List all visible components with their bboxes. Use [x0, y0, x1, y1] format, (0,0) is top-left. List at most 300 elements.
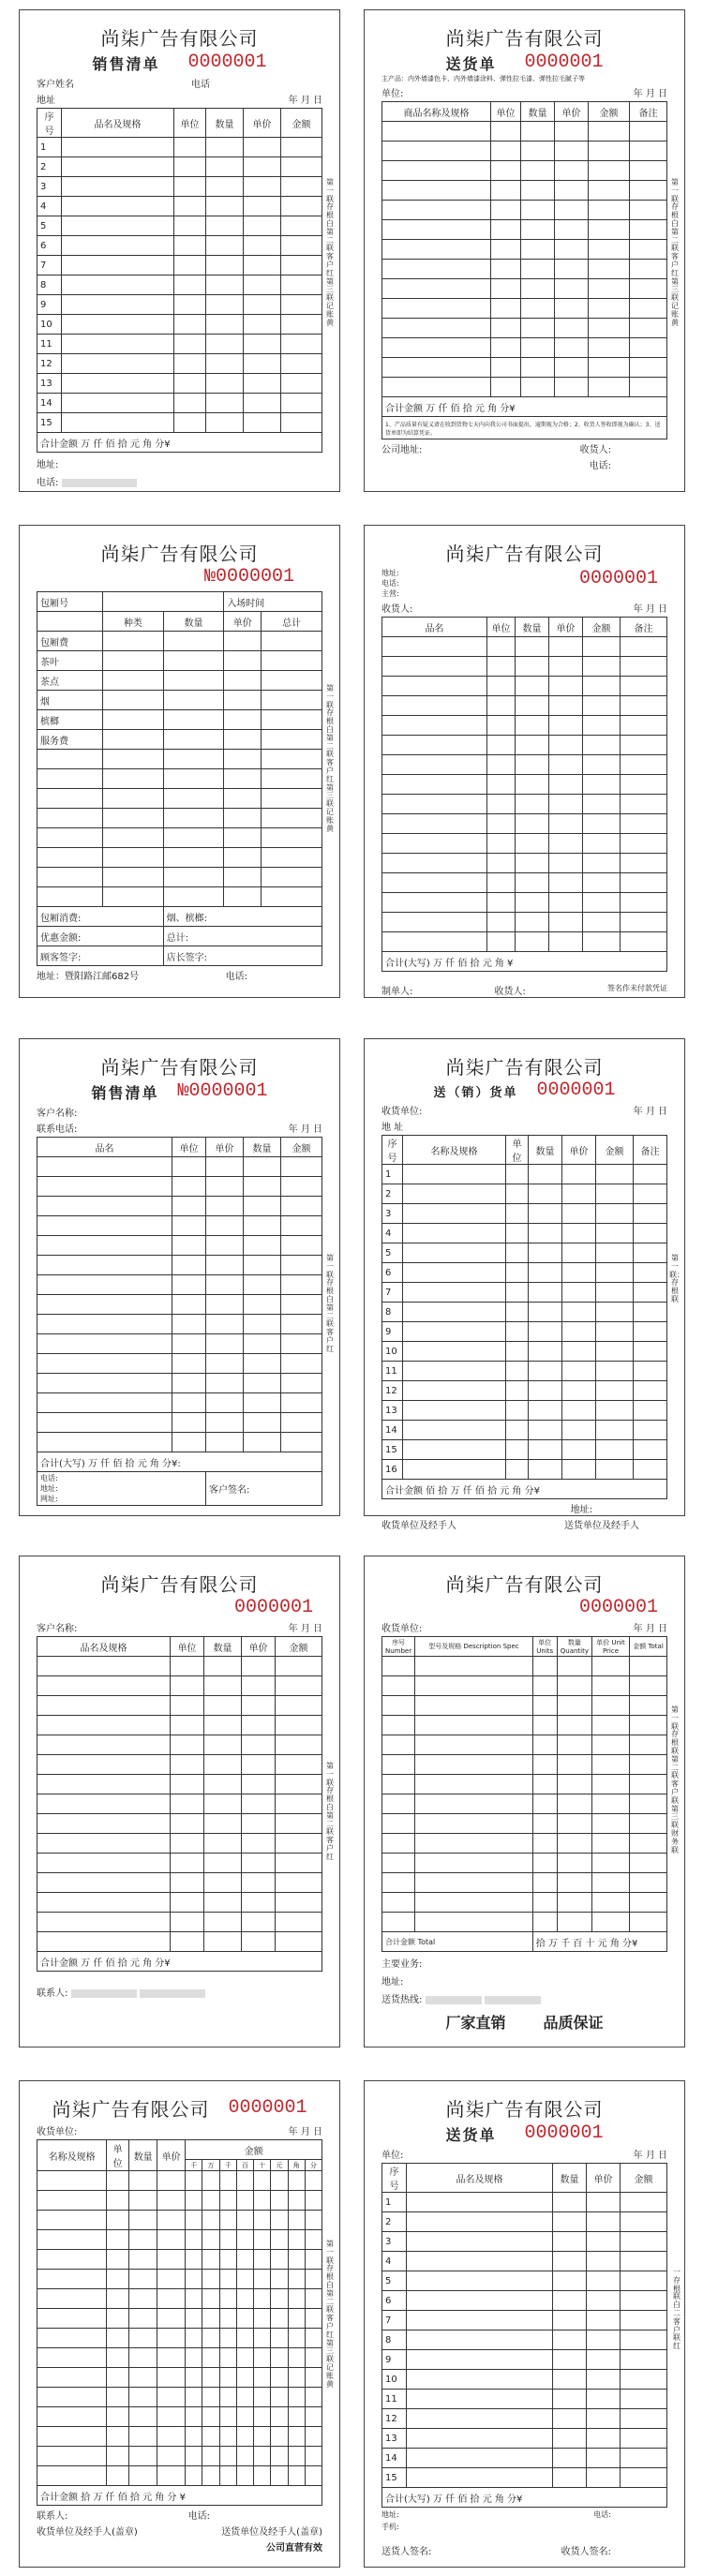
table-cell[interactable]: 7	[37, 256, 62, 275]
table-cell[interactable]	[186, 2329, 202, 2348]
table-cell[interactable]	[281, 1275, 322, 1295]
table-cell[interactable]	[254, 2427, 271, 2447]
table-cell[interactable]	[219, 2191, 236, 2211]
table-cell[interactable]	[206, 177, 244, 197]
table-cell[interactable]	[186, 2388, 202, 2407]
table-cell[interactable]	[202, 2447, 219, 2466]
table-cell[interactable]: 烟	[37, 691, 103, 710]
table-cell[interactable]	[589, 122, 630, 141]
table-cell[interactable]	[562, 1381, 596, 1401]
table-cell[interactable]	[506, 1322, 529, 1342]
table-cell[interactable]	[204, 1893, 242, 1913]
table-cell[interactable]	[487, 932, 516, 952]
table-cell[interactable]	[491, 122, 521, 141]
table-cell[interactable]	[621, 873, 667, 893]
table-cell[interactable]	[529, 1381, 562, 1401]
table-cell[interactable]	[281, 177, 322, 197]
table-cell[interactable]: 3	[37, 177, 62, 197]
table-cell[interactable]: 13	[37, 374, 62, 394]
table-cell[interactable]	[549, 716, 583, 736]
table-cell[interactable]: 6	[382, 1263, 403, 1283]
table-cell[interactable]	[174, 354, 206, 374]
table-cell[interactable]	[157, 2191, 186, 2211]
table-cell[interactable]	[37, 2329, 107, 2348]
table-cell[interactable]: 12	[382, 1381, 403, 1401]
table-cell[interactable]	[244, 1315, 281, 1334]
table-cell[interactable]	[224, 848, 262, 868]
table-cell[interactable]: 11	[382, 1362, 403, 1381]
table-cell[interactable]	[487, 814, 516, 834]
table-cell[interactable]	[506, 1421, 529, 1440]
table-cell[interactable]	[242, 1735, 276, 1755]
table-cell[interactable]	[254, 2250, 271, 2270]
table-cell[interactable]	[491, 220, 521, 240]
table-cell[interactable]	[202, 2309, 219, 2329]
table-cell[interactable]	[129, 2211, 157, 2230]
table-cell[interactable]	[305, 2171, 322, 2191]
table-cell[interactable]: 5	[382, 2271, 407, 2291]
table-cell[interactable]	[171, 1755, 204, 1775]
table-cell[interactable]	[288, 2407, 305, 2427]
table-cell[interactable]	[281, 138, 322, 157]
table-cell[interactable]	[37, 2289, 107, 2309]
table-cell[interactable]	[382, 1814, 415, 1834]
table-cell[interactable]	[37, 1216, 172, 1236]
table-cell[interactable]	[382, 299, 491, 319]
table-cell[interactable]	[549, 932, 583, 952]
table-cell[interactable]	[37, 750, 103, 769]
table-cell[interactable]	[382, 260, 491, 279]
table-cell[interactable]	[244, 413, 281, 433]
table-cell[interactable]	[634, 1263, 667, 1283]
table-cell[interactable]	[630, 1873, 667, 1893]
table-cell[interactable]	[129, 2407, 157, 2427]
table-cell[interactable]	[242, 1932, 276, 1952]
table-cell[interactable]	[244, 216, 281, 236]
table-cell[interactable]	[206, 1256, 244, 1275]
table-cell[interactable]	[532, 1834, 557, 1854]
table-cell[interactable]	[415, 1893, 533, 1913]
table-cell[interactable]	[589, 378, 630, 397]
table-cell[interactable]	[186, 2466, 202, 2486]
table-cell[interactable]	[37, 1854, 171, 1873]
table-cell[interactable]	[219, 2309, 236, 2329]
table-cell[interactable]	[62, 256, 174, 275]
table-cell[interactable]	[204, 1755, 242, 1775]
table-cell[interactable]	[244, 1393, 281, 1413]
table-cell[interactable]	[157, 2447, 186, 2466]
table-cell[interactable]	[521, 181, 555, 201]
table-cell[interactable]	[206, 1334, 244, 1354]
table-cell[interactable]	[206, 1197, 244, 1216]
table-cell[interactable]	[407, 2449, 553, 2468]
table-cell[interactable]	[382, 1794, 415, 1814]
table-cell[interactable]	[621, 2370, 667, 2390]
table-cell[interactable]	[206, 1216, 244, 1236]
table-cell[interactable]	[107, 2289, 129, 2309]
table-cell[interactable]	[288, 2348, 305, 2368]
table-cell[interactable]	[529, 1362, 562, 1381]
table-cell[interactable]	[157, 2171, 186, 2191]
table-cell[interactable]: 5	[37, 216, 62, 236]
table-cell[interactable]	[407, 2409, 553, 2429]
table-cell[interactable]	[288, 2230, 305, 2250]
table-cell[interactable]	[171, 1696, 204, 1716]
table-cell[interactable]	[553, 2212, 587, 2232]
table-cell[interactable]	[281, 1157, 322, 1177]
table-cell[interactable]	[276, 1657, 322, 1676]
table-cell[interactable]	[129, 2447, 157, 2466]
table-cell[interactable]	[107, 2466, 129, 2486]
table-cell[interactable]	[516, 873, 549, 893]
table-cell[interactable]	[281, 413, 322, 433]
table-cell[interactable]	[491, 240, 521, 260]
table-cell[interactable]: 1	[382, 1165, 403, 1184]
table-cell[interactable]	[407, 2232, 553, 2252]
table-cell[interactable]	[206, 216, 244, 236]
table-cell[interactable]	[382, 1913, 415, 1932]
table-cell[interactable]	[288, 2329, 305, 2348]
table-cell[interactable]	[157, 2289, 186, 2309]
table-cell[interactable]	[305, 2270, 322, 2289]
table-cell[interactable]	[621, 913, 667, 932]
table-cell[interactable]	[415, 1735, 533, 1755]
table-cell[interactable]	[382, 854, 487, 873]
table-cell[interactable]	[174, 197, 206, 216]
table-cell[interactable]	[382, 755, 487, 775]
table-cell[interactable]	[62, 197, 174, 216]
table-cell[interactable]	[403, 1204, 506, 1224]
table-cell[interactable]	[129, 2250, 157, 2270]
table-cell[interactable]	[37, 1393, 172, 1413]
table-cell[interactable]	[532, 1735, 557, 1755]
table-cell[interactable]	[592, 1854, 630, 1873]
table-cell[interactable]	[242, 1794, 276, 1814]
table-cell[interactable]	[163, 828, 224, 848]
table-cell[interactable]	[407, 2330, 553, 2350]
table-cell[interactable]	[506, 1362, 529, 1381]
table-cell[interactable]	[506, 1165, 529, 1184]
table-cell[interactable]	[415, 1716, 533, 1735]
table-cell[interactable]	[487, 755, 516, 775]
table-cell[interactable]	[382, 736, 487, 755]
table-cell[interactable]	[37, 1873, 171, 1893]
table-cell[interactable]	[621, 2350, 667, 2370]
table-cell[interactable]	[202, 2171, 219, 2191]
table-cell[interactable]	[62, 394, 174, 413]
table-cell[interactable]	[219, 2466, 236, 2486]
table-cell[interactable]	[553, 2232, 587, 2252]
table-cell[interactable]	[37, 1735, 171, 1755]
table-cell[interactable]	[305, 2289, 322, 2309]
table-cell[interactable]	[305, 2348, 322, 2368]
table-cell[interactable]	[592, 1873, 630, 1893]
table-cell[interactable]	[555, 122, 589, 141]
table-cell[interactable]	[634, 1243, 667, 1263]
table-cell[interactable]	[186, 2368, 202, 2388]
table-cell[interactable]	[254, 2171, 271, 2191]
table-cell[interactable]	[407, 2350, 553, 2370]
table-cell[interactable]	[37, 2348, 107, 2368]
table-cell[interactable]	[407, 2370, 553, 2390]
table-cell[interactable]	[553, 2468, 587, 2488]
table-cell[interactable]	[529, 1322, 562, 1342]
table-cell[interactable]	[415, 1657, 533, 1676]
table-cell[interactable]	[596, 1362, 634, 1381]
table-cell[interactable]	[630, 240, 667, 260]
table-cell[interactable]	[37, 1315, 172, 1334]
table-cell[interactable]	[630, 1834, 667, 1854]
table-cell[interactable]	[382, 913, 487, 932]
table-cell[interactable]	[557, 1755, 591, 1775]
table-cell[interactable]	[254, 2329, 271, 2348]
table-cell[interactable]	[172, 1374, 206, 1393]
table-cell[interactable]	[583, 893, 621, 913]
table-cell[interactable]	[529, 1165, 562, 1184]
table-cell[interactable]	[506, 1204, 529, 1224]
table-cell[interactable]: 7	[382, 2311, 407, 2330]
table-cell[interactable]	[276, 1932, 322, 1952]
table-cell[interactable]	[204, 1873, 242, 1893]
table-cell[interactable]	[491, 161, 521, 181]
table-cell[interactable]	[557, 1873, 591, 1893]
table-cell[interactable]: 12	[382, 2409, 407, 2429]
table-cell[interactable]	[254, 2388, 271, 2407]
table-cell[interactable]	[271, 2230, 288, 2250]
table-cell[interactable]	[62, 374, 174, 394]
table-cell[interactable]	[549, 893, 583, 913]
table-cell[interactable]	[583, 696, 621, 716]
table-cell[interactable]	[236, 2407, 253, 2427]
table-cell[interactable]	[62, 138, 174, 157]
table-cell[interactable]	[532, 1873, 557, 1893]
table-cell[interactable]	[382, 1893, 415, 1913]
table-cell[interactable]	[171, 1794, 204, 1814]
table-cell[interactable]	[288, 2447, 305, 2466]
table-cell[interactable]	[262, 868, 322, 887]
table-cell[interactable]	[621, 775, 667, 795]
table-cell[interactable]	[254, 2309, 271, 2329]
table-cell[interactable]	[186, 2309, 202, 2329]
table-cell[interactable]	[174, 236, 206, 256]
table-cell[interactable]	[516, 755, 549, 775]
table-cell[interactable]	[382, 1676, 415, 1696]
table-cell[interactable]	[403, 1362, 506, 1381]
table-cell[interactable]	[62, 236, 174, 256]
table-cell[interactable]	[506, 1303, 529, 1322]
table-cell[interactable]	[589, 201, 630, 220]
table-cell[interactable]	[62, 335, 174, 354]
table-cell[interactable]	[37, 2368, 107, 2388]
table-cell[interactable]	[254, 2368, 271, 2388]
table-cell[interactable]	[157, 2329, 186, 2348]
table-cell[interactable]	[529, 1283, 562, 1303]
table-cell[interactable]	[244, 1413, 281, 1433]
table-cell[interactable]	[621, 2291, 667, 2311]
table-cell[interactable]	[242, 1676, 276, 1696]
table-cell[interactable]	[254, 2407, 271, 2427]
table-cell[interactable]	[37, 2250, 107, 2270]
table-cell[interactable]	[288, 2250, 305, 2270]
table-cell[interactable]	[157, 2270, 186, 2289]
table-cell[interactable]	[506, 1401, 529, 1421]
table-cell[interactable]	[521, 122, 555, 141]
table-cell[interactable]	[529, 1342, 562, 1362]
table-cell[interactable]	[37, 809, 103, 828]
table-cell[interactable]	[415, 1814, 533, 1834]
table-cell[interactable]: 4	[382, 1224, 403, 1243]
table-cell[interactable]	[236, 2171, 253, 2191]
table-cell[interactable]	[219, 2329, 236, 2348]
table-cell[interactable]	[589, 220, 630, 240]
table-cell[interactable]	[562, 1243, 596, 1263]
table-cell[interactable]	[172, 1197, 206, 1216]
table-cell[interactable]	[236, 2250, 253, 2270]
table-cell[interactable]	[37, 1834, 171, 1854]
table-cell[interactable]	[587, 2193, 621, 2212]
table-cell[interactable]	[532, 1913, 557, 1932]
table-cell[interactable]	[244, 1236, 281, 1256]
table-cell[interactable]	[276, 1854, 322, 1873]
table-cell[interactable]	[562, 1362, 596, 1381]
table-cell[interactable]	[596, 1184, 634, 1204]
table-cell[interactable]	[171, 1932, 204, 1952]
table-cell[interactable]	[487, 834, 516, 854]
table-cell[interactable]	[555, 279, 589, 299]
table-cell[interactable]	[589, 319, 630, 338]
table-cell[interactable]	[163, 632, 224, 651]
table-cell[interactable]	[634, 1342, 667, 1362]
table-cell[interactable]	[262, 809, 322, 828]
table-cell[interactable]	[242, 1893, 276, 1913]
table-cell[interactable]	[163, 671, 224, 691]
table-cell[interactable]	[382, 319, 491, 338]
table-cell[interactable]	[281, 1413, 322, 1433]
table-cell[interactable]	[621, 795, 667, 814]
table-cell[interactable]	[224, 868, 262, 887]
table-cell[interactable]	[244, 374, 281, 394]
table-cell[interactable]	[589, 181, 630, 201]
table-cell[interactable]	[202, 2250, 219, 2270]
table-cell[interactable]	[621, 932, 667, 952]
table-cell[interactable]	[174, 275, 206, 295]
table-cell[interactable]	[562, 1342, 596, 1362]
table-cell[interactable]	[174, 413, 206, 433]
table-cell[interactable]	[630, 299, 667, 319]
table-cell[interactable]	[516, 637, 549, 657]
table-cell[interactable]	[244, 1197, 281, 1216]
table-cell[interactable]	[219, 2230, 236, 2250]
table-cell[interactable]	[172, 1275, 206, 1295]
table-cell[interactable]	[382, 932, 487, 952]
table-cell[interactable]	[553, 2370, 587, 2390]
table-cell[interactable]	[305, 2211, 322, 2230]
table-cell[interactable]	[557, 1775, 591, 1794]
table-cell[interactable]	[271, 2427, 288, 2447]
table-cell[interactable]	[186, 2250, 202, 2270]
table-cell[interactable]	[516, 932, 549, 952]
table-cell[interactable]	[271, 2309, 288, 2329]
table-cell[interactable]	[592, 1676, 630, 1696]
table-cell[interactable]	[236, 2368, 253, 2388]
table-cell[interactable]	[219, 2407, 236, 2427]
table-cell[interactable]	[621, 814, 667, 834]
table-cell[interactable]	[305, 2466, 322, 2486]
table-cell[interactable]	[262, 848, 322, 868]
table-cell[interactable]	[583, 913, 621, 932]
table-cell[interactable]	[555, 240, 589, 260]
table-cell[interactable]	[382, 1775, 415, 1794]
table-cell[interactable]	[403, 1440, 506, 1460]
table-cell[interactable]	[415, 1913, 533, 1932]
table-cell[interactable]	[37, 1794, 171, 1814]
table-cell[interactable]	[557, 1676, 591, 1696]
table-cell[interactable]	[281, 1177, 322, 1197]
table-cell[interactable]	[403, 1381, 506, 1401]
table-cell[interactable]	[107, 2427, 129, 2447]
table-cell[interactable]	[271, 2388, 288, 2407]
table-cell[interactable]	[621, 716, 667, 736]
table-cell[interactable]: 茶叶	[37, 651, 103, 671]
table-cell[interactable]	[630, 201, 667, 220]
table-cell[interactable]	[621, 2193, 667, 2212]
table-cell[interactable]	[587, 2350, 621, 2370]
table-cell[interactable]	[262, 769, 322, 789]
table-cell[interactable]	[382, 358, 491, 378]
table-cell[interactable]	[407, 2212, 553, 2232]
table-cell[interactable]	[630, 338, 667, 358]
table-cell[interactable]	[487, 913, 516, 932]
table-cell[interactable]	[532, 1893, 557, 1913]
table-cell[interactable]	[516, 677, 549, 696]
table-cell[interactable]	[415, 1794, 533, 1814]
table-cell[interactable]	[583, 814, 621, 834]
table-cell[interactable]	[583, 637, 621, 657]
table-cell[interactable]	[506, 1224, 529, 1243]
table-cell[interactable]	[630, 1913, 667, 1932]
table-cell[interactable]: 5	[382, 1243, 403, 1263]
table-cell[interactable]	[557, 1735, 591, 1755]
table-cell[interactable]	[276, 1893, 322, 1913]
table-cell[interactable]	[242, 1913, 276, 1932]
table-cell[interactable]	[521, 338, 555, 358]
table-cell[interactable]	[630, 141, 667, 161]
table-cell[interactable]	[163, 769, 224, 789]
table-cell[interactable]	[634, 1303, 667, 1322]
table-cell[interactable]	[163, 750, 224, 769]
table-cell[interactable]	[157, 2230, 186, 2250]
table-cell[interactable]	[271, 2289, 288, 2309]
table-cell[interactable]	[37, 2211, 107, 2230]
table-cell[interactable]	[621, 2212, 667, 2232]
table-cell[interactable]	[382, 716, 487, 736]
table-cell[interactable]	[244, 1295, 281, 1315]
table-cell[interactable]	[562, 1421, 596, 1440]
table-cell[interactable]	[549, 657, 583, 677]
table-cell[interactable]	[305, 2309, 322, 2329]
table-cell[interactable]: 11	[382, 2390, 407, 2409]
table-cell[interactable]	[129, 2191, 157, 2211]
table-cell[interactable]	[206, 256, 244, 275]
table-cell[interactable]	[242, 1716, 276, 1735]
table-cell[interactable]	[204, 1814, 242, 1834]
table-cell[interactable]	[204, 1932, 242, 1952]
table-cell[interactable]	[236, 2466, 253, 2486]
table-cell[interactable]	[37, 1413, 172, 1433]
table-cell[interactable]	[37, 769, 103, 789]
table-cell[interactable]	[224, 671, 262, 691]
table-cell[interactable]	[382, 893, 487, 913]
